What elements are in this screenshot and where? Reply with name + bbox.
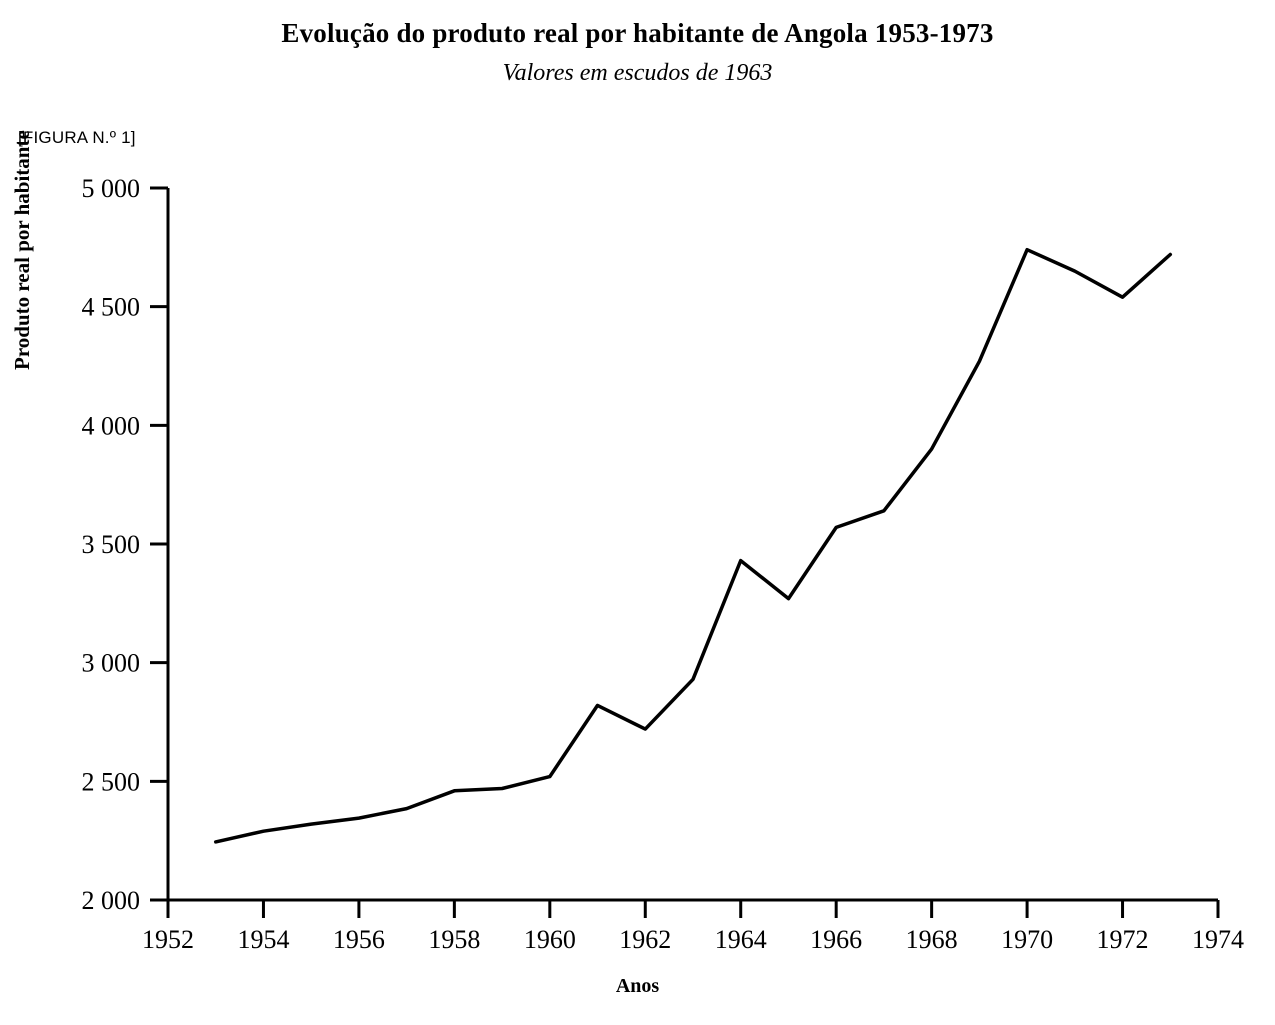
chart-title: Evolução do produto real por habitante de Angola 1953-1973	[281, 18, 994, 48]
y-tick-label: 4 000	[81, 411, 140, 441]
x-axis-title: Anos	[615, 975, 660, 997]
y-tick-label: 2 000	[81, 886, 140, 915]
y-tick-label: 4 500	[81, 292, 140, 322]
x-tick-label: 1970	[1001, 925, 1054, 954]
x-tick-label: 1960	[523, 925, 576, 954]
chart-subtitle: Valores em escudos de 1963	[502, 60, 773, 86]
y-axis-tick-marks	[150, 188, 168, 900]
data-series-line	[216, 250, 1171, 842]
x-tick-label: 1972	[1096, 925, 1149, 954]
y-tick-label: 5 000	[81, 174, 140, 203]
x-tick-label: 1956	[332, 925, 385, 954]
x-axis-tick-marks	[168, 900, 1218, 918]
y-tick-label: 2 500	[81, 767, 140, 797]
x-tick-label: 1966	[810, 925, 863, 954]
x-tick-label: 1974	[1192, 925, 1244, 954]
y-axis-title: Produto real por habitante	[10, 130, 34, 370]
x-tick-label: 1958	[428, 925, 481, 954]
y-tick-label: 3 500	[81, 530, 140, 559]
x-tick-label: 1968	[905, 925, 958, 954]
figure-number-label: [FIGURA N.º 1]	[18, 128, 136, 147]
x-tick-label: 1964	[714, 925, 767, 954]
y-axis-tick-labels	[82, 174, 141, 915]
x-tick-label: 1954	[237, 925, 290, 954]
x-axis-tick-labels	[142, 925, 1244, 954]
x-tick-label: 1962	[619, 925, 672, 954]
y-tick-label: 3 000	[81, 648, 140, 678]
x-tick-label: 1952	[142, 925, 194, 954]
